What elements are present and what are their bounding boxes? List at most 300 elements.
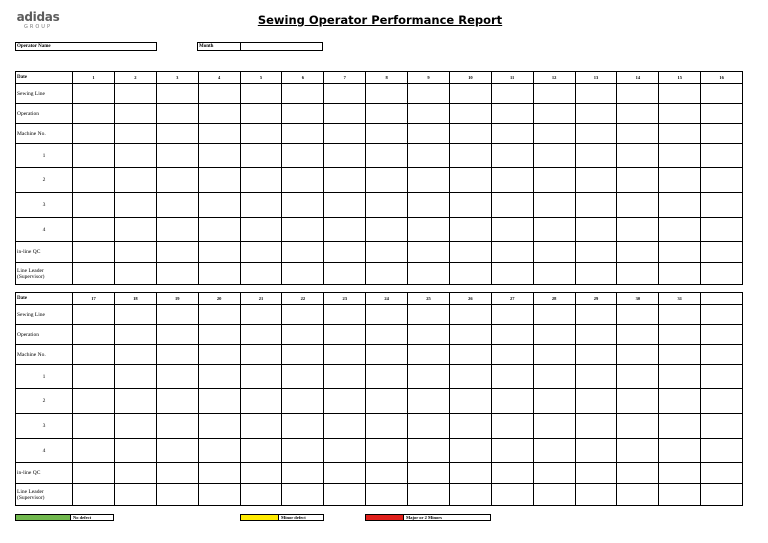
entry-cell[interactable]	[617, 389, 659, 414]
entry-cell[interactable]	[156, 104, 198, 124]
entry-cell[interactable]	[491, 218, 533, 242]
entry-cell[interactable]	[114, 463, 156, 484]
entry-cell[interactable]	[282, 144, 324, 168]
entry-cell[interactable]	[366, 218, 408, 242]
entry-cell[interactable]	[449, 193, 491, 218]
entry-cell[interactable]	[617, 345, 659, 365]
entry-cell[interactable]	[324, 124, 366, 144]
entry-cell[interactable]	[73, 365, 115, 389]
entry-cell[interactable]	[617, 463, 659, 484]
entry-cell[interactable]	[198, 463, 240, 484]
entry-cell[interactable]	[575, 104, 617, 124]
entry-cell[interactable]	[659, 263, 701, 285]
entry-cell[interactable]	[533, 325, 575, 345]
entry-cell[interactable]	[366, 463, 408, 484]
entry-cell[interactable]	[617, 325, 659, 345]
entry-cell[interactable]	[449, 414, 491, 439]
entry-cell[interactable]	[408, 389, 450, 414]
entry-cell[interactable]	[491, 389, 533, 414]
entry-cell[interactable]	[449, 104, 491, 124]
entry-cell[interactable]	[324, 325, 366, 345]
entry-cell[interactable]	[198, 193, 240, 218]
entry-cell[interactable]	[282, 439, 324, 463]
entry-cell[interactable]	[659, 104, 701, 124]
entry-cell[interactable]	[491, 144, 533, 168]
entry-cell[interactable]	[282, 84, 324, 104]
table-row	[16, 305, 743, 325]
entry-cell[interactable]	[282, 168, 324, 193]
entry-cell[interactable]	[701, 325, 743, 345]
entry-cell[interactable]	[240, 242, 282, 263]
entry-cell[interactable]	[366, 144, 408, 168]
entry-cell[interactable]	[575, 144, 617, 168]
entry-cell[interactable]	[198, 389, 240, 414]
entry-cell[interactable]	[114, 168, 156, 193]
entry-cell[interactable]	[156, 484, 198, 506]
month-label: Month	[199, 44, 214, 49]
table-row	[16, 263, 743, 285]
entry-cell[interactable]	[617, 84, 659, 104]
entry-cell[interactable]	[701, 389, 743, 414]
entry-cell[interactable]	[408, 124, 450, 144]
entry-cell[interactable]	[366, 124, 408, 144]
table-row	[16, 484, 743, 506]
entry-cell[interactable]	[73, 242, 115, 263]
entry-cell[interactable]	[408, 463, 450, 484]
entry-cell[interactable]	[408, 484, 450, 506]
entry-cell[interactable]	[491, 104, 533, 124]
entry-cell[interactable]	[408, 263, 450, 285]
entry-cell[interactable]	[617, 124, 659, 144]
entry-cell[interactable]	[240, 345, 282, 365]
entry-cell[interactable]	[366, 263, 408, 285]
entry-cell[interactable]	[533, 144, 575, 168]
entry-cell[interactable]	[324, 463, 366, 484]
entry-cell[interactable]	[324, 104, 366, 124]
entry-cell[interactable]	[449, 242, 491, 263]
entry-cell[interactable]	[114, 144, 156, 168]
entry-cell[interactable]	[198, 414, 240, 439]
entry-cell[interactable]	[449, 345, 491, 365]
entry-cell[interactable]	[156, 193, 198, 218]
entry-cell[interactable]	[533, 389, 575, 414]
entry-cell[interactable]	[73, 325, 115, 345]
entry-cell[interactable]	[575, 325, 617, 345]
entry-cell[interactable]	[491, 242, 533, 263]
entry-cell[interactable]	[240, 193, 282, 218]
entry-cell[interactable]	[659, 325, 701, 345]
entry-cell[interactable]	[73, 439, 115, 463]
entry-cell[interactable]	[617, 218, 659, 242]
entry-cell[interactable]	[73, 144, 115, 168]
entry-cell[interactable]	[575, 484, 617, 506]
entry-cell[interactable]	[114, 345, 156, 365]
entry-cell[interactable]	[617, 104, 659, 124]
entry-cell[interactable]	[701, 124, 743, 144]
entry-cell[interactable]	[659, 84, 701, 104]
legend-minor-defect	[240, 514, 324, 521]
entry-cell[interactable]	[659, 439, 701, 463]
entry-cell[interactable]	[282, 218, 324, 242]
entry-cell[interactable]	[533, 84, 575, 104]
entry-cell[interactable]	[282, 325, 324, 345]
entry-cell[interactable]	[533, 263, 575, 285]
entry-cell[interactable]	[324, 84, 366, 104]
entry-cell[interactable]	[449, 325, 491, 345]
entry-cell[interactable]	[73, 263, 115, 285]
entry-cell[interactable]	[240, 263, 282, 285]
entry-cell[interactable]	[282, 305, 324, 325]
entry-cell[interactable]	[198, 345, 240, 365]
entry-cell[interactable]	[114, 484, 156, 506]
entry-cell[interactable]	[408, 325, 450, 345]
entry-cell[interactable]	[324, 218, 366, 242]
entry-cell[interactable]	[533, 414, 575, 439]
entry-cell[interactable]	[533, 218, 575, 242]
entry-cell[interactable]	[449, 389, 491, 414]
entry-cell[interactable]	[282, 365, 324, 389]
entry-cell[interactable]	[701, 242, 743, 263]
entry-cell[interactable]	[324, 345, 366, 365]
entry-cell[interactable]	[324, 414, 366, 439]
entry-cell[interactable]	[449, 439, 491, 463]
entry-cell[interactable]	[659, 218, 701, 242]
entry-cell[interactable]	[156, 325, 198, 345]
entry-cell[interactable]	[408, 84, 450, 104]
entry-cell[interactable]	[282, 463, 324, 484]
entry-cell[interactable]	[575, 439, 617, 463]
entry-cell[interactable]	[198, 168, 240, 193]
entry-cell[interactable]	[491, 263, 533, 285]
entry-cell[interactable]	[533, 484, 575, 506]
entry-cell[interactable]	[282, 414, 324, 439]
entry-cell[interactable]	[659, 124, 701, 144]
entry-cell[interactable]	[73, 345, 115, 365]
entry-cell[interactable]	[282, 242, 324, 263]
entry-cell[interactable]	[701, 463, 743, 484]
entry-cell[interactable]	[533, 168, 575, 193]
entry-cell[interactable]	[156, 439, 198, 463]
entry-cell[interactable]	[366, 414, 408, 439]
entry-cell[interactable]	[240, 84, 282, 104]
entry-cell[interactable]	[156, 463, 198, 484]
entry-cell[interactable]	[240, 325, 282, 345]
entry-cell[interactable]	[114, 389, 156, 414]
entry-cell[interactable]	[533, 305, 575, 325]
entry-cell[interactable]	[491, 325, 533, 345]
entry-cell[interactable]	[701, 263, 743, 285]
entry-cell[interactable]	[282, 104, 324, 124]
entry-cell[interactable]	[701, 345, 743, 365]
entry-cell[interactable]	[324, 242, 366, 263]
entry-cell[interactable]	[449, 144, 491, 168]
entry-cell[interactable]	[701, 168, 743, 193]
entry-cell[interactable]	[240, 218, 282, 242]
entry-cell[interactable]	[366, 305, 408, 325]
entry-cell[interactable]	[575, 193, 617, 218]
entry-cell[interactable]	[282, 345, 324, 365]
entry-cell[interactable]	[491, 124, 533, 144]
entry-cell[interactable]	[408, 104, 450, 124]
entry-cell[interactable]	[617, 439, 659, 463]
entry-cell[interactable]	[408, 144, 450, 168]
entry-cell[interactable]	[73, 218, 115, 242]
entry-cell[interactable]	[240, 365, 282, 389]
entry-cell[interactable]	[156, 365, 198, 389]
entry-cell[interactable]	[73, 84, 115, 104]
entry-cell[interactable]	[491, 193, 533, 218]
entry-cell[interactable]	[282, 124, 324, 144]
entry-cell[interactable]	[575, 414, 617, 439]
entry-cell[interactable]	[701, 305, 743, 325]
entry-cell[interactable]	[73, 193, 115, 218]
entry-cell[interactable]	[408, 345, 450, 365]
entry-cell[interactable]	[156, 218, 198, 242]
entry-cell[interactable]	[533, 193, 575, 218]
entry-cell[interactable]	[408, 439, 450, 463]
entry-cell[interactable]	[491, 168, 533, 193]
entry-cell[interactable]	[575, 263, 617, 285]
entry-cell[interactable]	[701, 484, 743, 506]
month-field[interactable]	[240, 42, 323, 51]
entry-cell[interactable]	[324, 484, 366, 506]
entry-cell[interactable]	[114, 218, 156, 242]
entry-cell[interactable]	[198, 144, 240, 168]
entry-cell[interactable]	[73, 305, 115, 325]
entry-cell[interactable]	[659, 389, 701, 414]
entry-cell[interactable]	[366, 389, 408, 414]
entry-cell[interactable]	[701, 84, 743, 104]
entry-cell[interactable]	[617, 193, 659, 218]
entry-cell[interactable]	[617, 305, 659, 325]
entry-cell[interactable]	[198, 439, 240, 463]
entry-cell[interactable]	[449, 124, 491, 144]
entry-cell[interactable]	[659, 168, 701, 193]
entry-cell[interactable]	[659, 463, 701, 484]
entry-cell[interactable]	[73, 104, 115, 124]
entry-cell[interactable]	[659, 305, 701, 325]
entry-cell[interactable]	[198, 325, 240, 345]
entry-cell[interactable]	[156, 144, 198, 168]
entry-cell[interactable]	[408, 414, 450, 439]
entry-cell[interactable]	[617, 365, 659, 389]
entry-cell[interactable]	[156, 84, 198, 104]
entry-cell[interactable]	[701, 144, 743, 168]
entry-cell[interactable]	[282, 263, 324, 285]
entry-cell[interactable]	[156, 168, 198, 193]
entry-cell[interactable]	[491, 439, 533, 463]
entry-cell[interactable]	[198, 104, 240, 124]
entry-cell[interactable]	[575, 168, 617, 193]
entry-cell[interactable]	[240, 144, 282, 168]
entry-cell[interactable]	[198, 484, 240, 506]
entry-cell[interactable]	[240, 305, 282, 325]
entry-cell[interactable]	[366, 242, 408, 263]
entry-cell[interactable]	[533, 242, 575, 263]
entry-cell[interactable]	[114, 305, 156, 325]
entry-cell[interactable]	[575, 463, 617, 484]
entry-cell[interactable]	[617, 242, 659, 263]
entry-cell[interactable]	[659, 365, 701, 389]
entry-cell[interactable]	[659, 144, 701, 168]
entry-cell[interactable]	[408, 218, 450, 242]
entry-cell[interactable]	[198, 242, 240, 263]
entry-cell[interactable]	[114, 124, 156, 144]
entry-cell[interactable]	[73, 168, 115, 193]
day-number-cell: 16	[701, 72, 743, 84]
entry-cell[interactable]	[491, 365, 533, 389]
entry-cell[interactable]	[114, 439, 156, 463]
entry-cell[interactable]	[282, 193, 324, 218]
entry-cell[interactable]	[533, 439, 575, 463]
entry-cell[interactable]	[659, 345, 701, 365]
entry-cell[interactable]	[408, 193, 450, 218]
entry-cell[interactable]	[366, 365, 408, 389]
entry-cell[interactable]	[240, 414, 282, 439]
entry-cell[interactable]	[156, 345, 198, 365]
entry-cell[interactable]	[449, 218, 491, 242]
entry-cell[interactable]	[449, 263, 491, 285]
entry-cell[interactable]	[366, 168, 408, 193]
entry-cell[interactable]	[659, 193, 701, 218]
entry-cell[interactable]	[198, 124, 240, 144]
entry-cell[interactable]	[408, 305, 450, 325]
table-row	[16, 193, 743, 218]
day-number-cell: 13	[575, 72, 617, 84]
entry-cell[interactable]	[114, 263, 156, 285]
entry-cell[interactable]	[366, 84, 408, 104]
entry-cell[interactable]	[114, 325, 156, 345]
entry-cell[interactable]	[240, 389, 282, 414]
entry-cell[interactable]	[491, 414, 533, 439]
entry-cell[interactable]	[575, 345, 617, 365]
entry-cell[interactable]	[575, 305, 617, 325]
entry-cell[interactable]	[366, 484, 408, 506]
entry-cell[interactable]	[156, 305, 198, 325]
entry-cell[interactable]	[659, 414, 701, 439]
entry-cell[interactable]	[617, 414, 659, 439]
entry-cell[interactable]	[366, 325, 408, 345]
entry-cell[interactable]	[240, 124, 282, 144]
entry-cell[interactable]	[449, 84, 491, 104]
entry-cell[interactable]	[324, 439, 366, 463]
entry-cell[interactable]	[617, 484, 659, 506]
entry-cell[interactable]	[701, 193, 743, 218]
entry-cell[interactable]	[408, 365, 450, 389]
entry-cell[interactable]	[659, 484, 701, 506]
entry-cell[interactable]	[240, 168, 282, 193]
entry-cell[interactable]	[366, 439, 408, 463]
entry-cell[interactable]	[701, 218, 743, 242]
entry-cell[interactable]	[114, 193, 156, 218]
entry-cell[interactable]	[449, 463, 491, 484]
entry-cell[interactable]	[366, 193, 408, 218]
entry-cell[interactable]	[198, 218, 240, 242]
entry-cell[interactable]	[366, 104, 408, 124]
entry-cell[interactable]	[575, 389, 617, 414]
entry-cell[interactable]	[324, 305, 366, 325]
entry-cell[interactable]	[449, 305, 491, 325]
entry-cell[interactable]	[324, 168, 366, 193]
entry-cell[interactable]	[701, 104, 743, 124]
entry-cell[interactable]	[73, 463, 115, 484]
day-number-cell: 10	[449, 72, 491, 84]
entry-cell[interactable]	[533, 345, 575, 365]
entry-cell[interactable]	[156, 389, 198, 414]
entry-cell[interactable]	[73, 389, 115, 414]
entry-cell[interactable]	[324, 389, 366, 414]
entry-cell[interactable]	[659, 242, 701, 263]
entry-cell[interactable]	[617, 144, 659, 168]
entry-cell[interactable]	[575, 218, 617, 242]
entry-cell[interactable]	[449, 484, 491, 506]
entry-cell[interactable]	[491, 345, 533, 365]
entry-cell[interactable]	[617, 263, 659, 285]
entry-cell[interactable]	[156, 124, 198, 144]
entry-cell[interactable]	[324, 144, 366, 168]
entry-cell[interactable]	[533, 124, 575, 144]
entry-cell[interactable]	[701, 365, 743, 389]
entry-cell[interactable]	[198, 263, 240, 285]
entry-cell[interactable]	[282, 389, 324, 414]
entry-cell[interactable]	[114, 414, 156, 439]
entry-cell[interactable]	[240, 484, 282, 506]
entry-cell[interactable]	[575, 84, 617, 104]
entry-cell[interactable]	[533, 463, 575, 484]
entry-cell[interactable]	[533, 104, 575, 124]
entry-cell[interactable]	[282, 484, 324, 506]
entry-cell[interactable]	[408, 242, 450, 263]
entry-cell[interactable]	[491, 484, 533, 506]
entry-cell[interactable]	[575, 365, 617, 389]
entry-cell[interactable]	[324, 263, 366, 285]
entry-cell[interactable]	[114, 365, 156, 389]
entry-cell[interactable]	[324, 193, 366, 218]
entry-cell[interactable]	[617, 168, 659, 193]
entry-cell[interactable]	[533, 365, 575, 389]
entry-cell[interactable]	[491, 84, 533, 104]
entry-cell[interactable]	[240, 463, 282, 484]
entry-cell[interactable]	[198, 365, 240, 389]
entry-cell[interactable]	[491, 463, 533, 484]
entry-cell[interactable]	[114, 84, 156, 104]
entry-cell[interactable]	[324, 365, 366, 389]
entry-cell[interactable]	[701, 414, 743, 439]
entry-cell[interactable]	[491, 305, 533, 325]
entry-cell[interactable]	[701, 439, 743, 463]
entry-cell[interactable]	[73, 124, 115, 144]
entry-cell[interactable]	[198, 305, 240, 325]
table-row	[16, 218, 743, 242]
entry-cell[interactable]	[408, 168, 450, 193]
entry-cell[interactable]	[198, 84, 240, 104]
entry-cell[interactable]	[114, 104, 156, 124]
operator-name-field[interactable]	[15, 42, 157, 51]
entry-cell[interactable]	[156, 414, 198, 439]
entry-cell[interactable]	[575, 242, 617, 263]
entry-cell[interactable]	[240, 104, 282, 124]
entry-cell[interactable]	[156, 242, 198, 263]
entry-cell[interactable]	[114, 242, 156, 263]
entry-cell[interactable]	[449, 168, 491, 193]
entry-cell[interactable]	[575, 124, 617, 144]
entry-cell[interactable]	[73, 414, 115, 439]
entry-cell[interactable]	[449, 365, 491, 389]
entry-cell[interactable]	[366, 345, 408, 365]
entry-cell[interactable]	[73, 484, 115, 506]
entry-cell[interactable]	[240, 439, 282, 463]
entry-cell[interactable]	[156, 263, 198, 285]
